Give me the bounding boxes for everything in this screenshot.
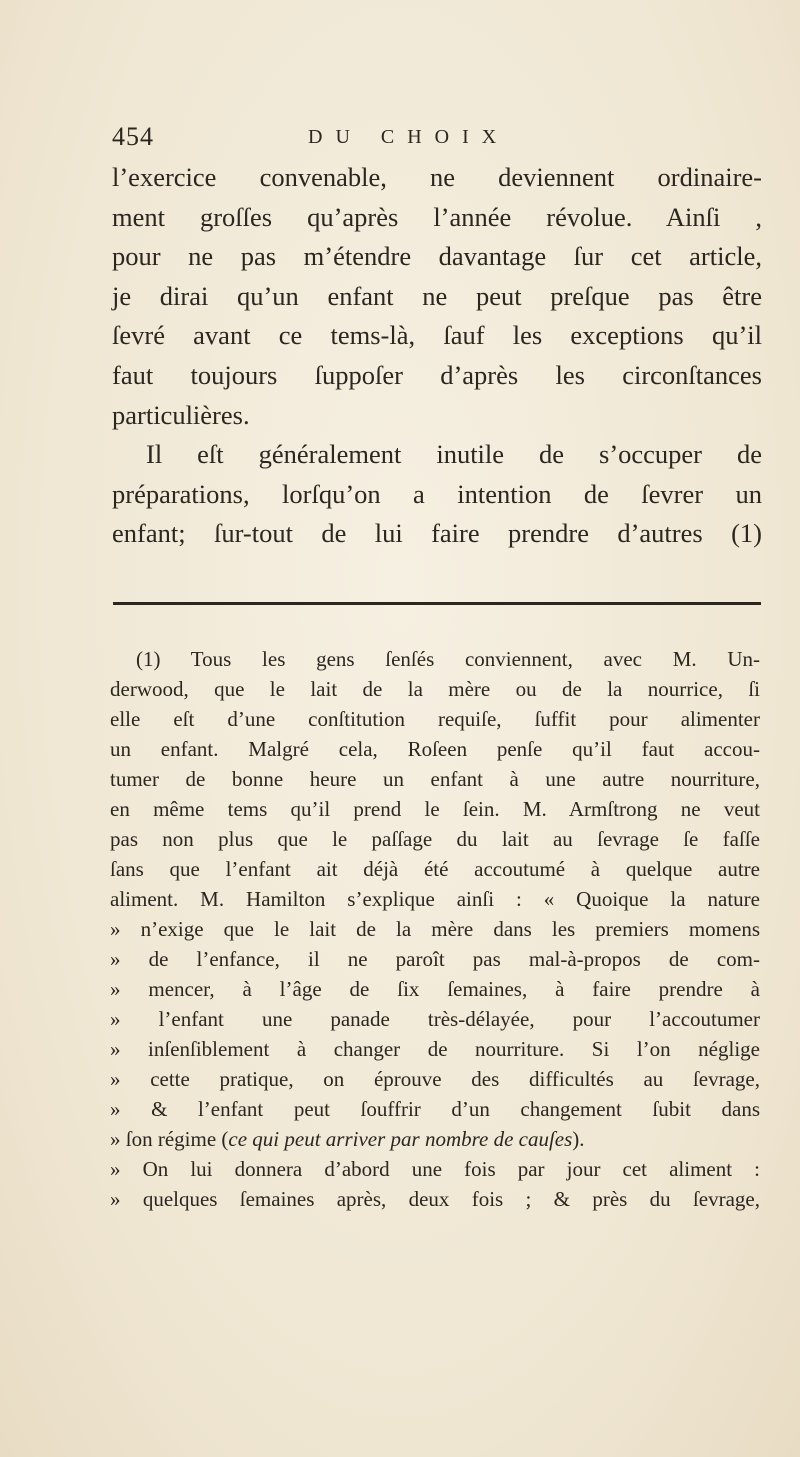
footnote-line: » quelques ſemaines après, deux fois ; & près du ſevrage, xyxy=(110,1187,760,1211)
footnote-line: » l’enfant une panade très-délayée, pour l’accoutumer xyxy=(110,1007,760,1031)
footnote-line: ſans que l’enfant ait déjà été accoutumé à quelque autre xyxy=(110,857,760,881)
footnote-line: » n’exige que le lait de la mère dans les premiers momens xyxy=(110,917,760,941)
footnote-line: aliment. M. Hamilton s’explique ainſi : « Quoique la nature xyxy=(110,887,760,911)
footnote-separator xyxy=(113,602,761,605)
footnote-line: » On lui donnera d’abord une fois par jour cet aliment : xyxy=(110,1157,760,1181)
running-title: DU CHOIX xyxy=(308,126,510,148)
footnote-line: » cette pratique, on éprouve des difficultés au ſevrage, xyxy=(110,1067,760,1091)
footnote-line: pas non plus que le paſſage du lait au ſevrage ſe faſſe xyxy=(110,827,760,851)
main-text xyxy=(112,158,762,554)
footnote-line: » inſenſiblement à changer de nourriture. Si l’on néglige xyxy=(110,1037,760,1061)
footnote-line: » mencer, à l’âge de ſix ſemaines, à faire prendre à xyxy=(110,977,760,1001)
footnote-line-start: » ſon régime ( xyxy=(110,1127,229,1151)
footnote-line: » de l’enfance, il ne paroît pas mal-à-propos de com- xyxy=(110,947,760,971)
footnote-line: derwood, que le lait de la mère ou de la nourrice, ſi xyxy=(110,677,760,701)
text-line: l’exercice convenable, ne deviennent ordinaire- xyxy=(112,162,762,192)
text-line: ment groſſes qu’après l’année révolue. Ainſi , xyxy=(112,201,762,232)
page-number: 454 xyxy=(112,122,154,151)
footnote-line: elle eſt d’une conſtitution requiſe, ſuffit pour alimenter xyxy=(110,707,760,731)
text-line: Il eſt généralement inutile de s’occuper de xyxy=(146,439,762,470)
text-line: faut toujours ſuppoſer d’après les circonſtances xyxy=(112,359,762,390)
footnote-line: » & l’enfant peut ſouffrir d’un changement ſubit dans xyxy=(110,1097,760,1121)
text-line: particulières. xyxy=(112,399,250,430)
text-line: préparations, lorſqu’on a intention de ſevrer un xyxy=(112,478,762,509)
footnote-line: (1) Tous les gens ſenſés conviennent, avec M. Un- xyxy=(136,647,760,671)
footnote-line-with-italic xyxy=(100,1124,760,1154)
footnote-line-end: ). xyxy=(572,1127,585,1151)
footnote-line: un enfant. Malgré cela, Roſeen penſe qu’il faut accou- xyxy=(110,737,760,761)
text-line: enfant; ſur-tout de lui faire prendre d’autres (1) xyxy=(112,518,762,549)
footnote xyxy=(100,644,760,1214)
text-line: pour ne pas m’étendre davantage ſur cet article, xyxy=(112,241,762,272)
text-line: je dirai qu’un enfant ne peut preſque pas être xyxy=(112,280,762,311)
footnote-line: en même tems qu’il prend le ſein. M. Armſtrong ne veut xyxy=(110,797,760,821)
page-header xyxy=(112,122,692,162)
text-line: ſevré avant ce tems-là, ſauf les exceptions qu’il xyxy=(112,320,762,351)
footnote-italic-remark: ce qui peut arriver par nombre de cauſes xyxy=(228,1127,573,1151)
footnote-line: tumer de bonne heure un enfant à une autre nourriture, xyxy=(110,767,760,791)
